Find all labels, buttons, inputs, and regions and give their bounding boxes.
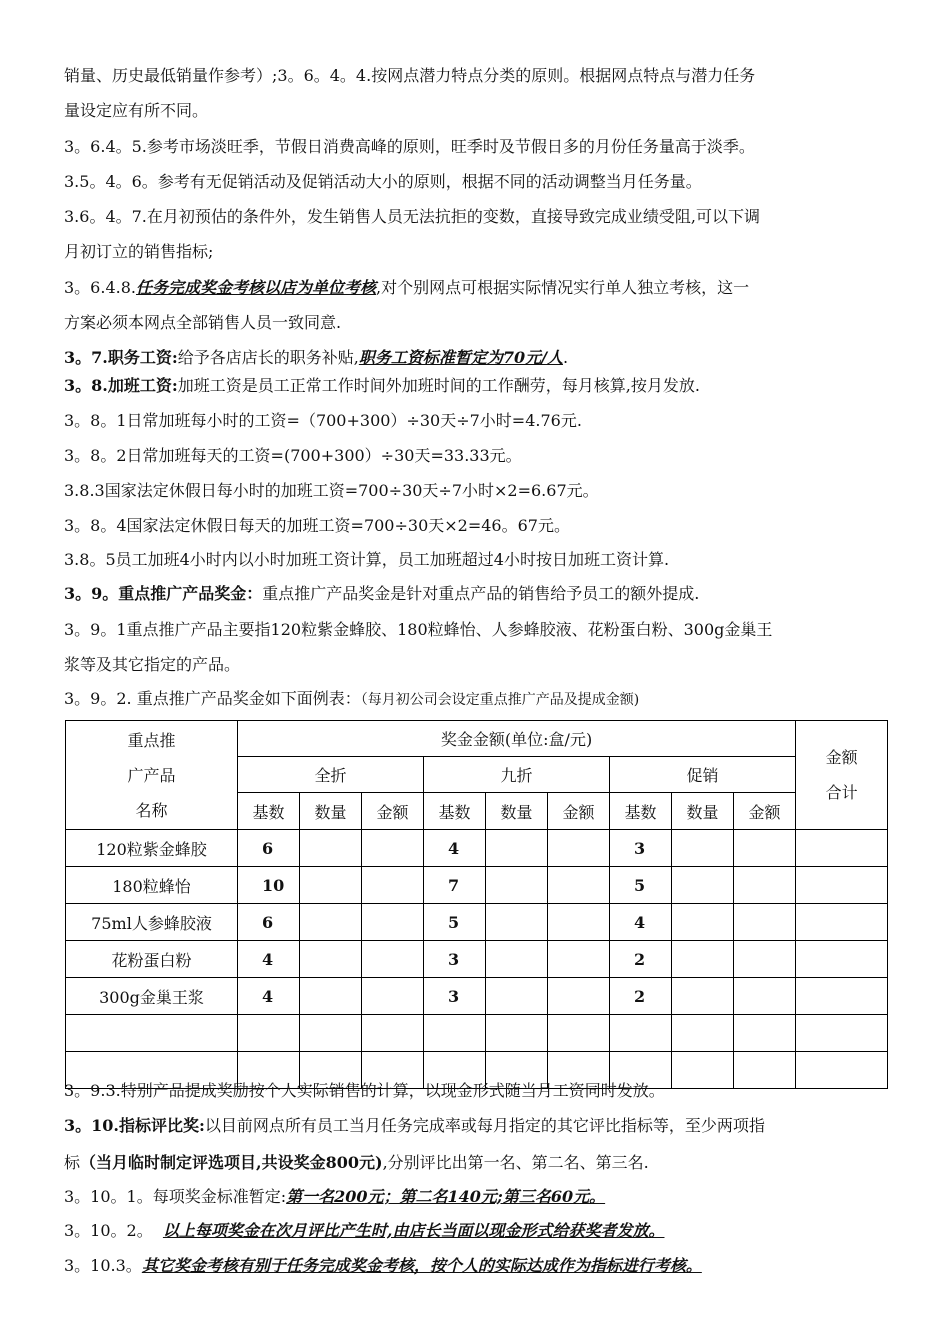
empty-cell [300, 904, 362, 941]
empty-cell [486, 978, 548, 1015]
full-base: 4 [238, 941, 300, 978]
empty-cell [300, 1015, 362, 1052]
empty-cell [672, 867, 734, 904]
text-line: 销量、历史最低销量作参考）;3。6。4。4.按网点潜力特点分类的原则。根据网点特点与潜力任务 [64, 66, 756, 85]
emphasis-text: 其它奖金考核有别于任务完成奖金考核，按个人的实际达成作为指标进行考核。 [141, 1256, 702, 1275]
empty-cell [672, 941, 734, 978]
clause-number: 3。10。1。每项奖金标准暂定: [64, 1187, 287, 1206]
header-base: 基数 [238, 793, 300, 830]
table-row [66, 830, 888, 867]
text-line: 月初订立的销售指标; [64, 242, 214, 261]
clause-number: 3。10。2。 [64, 1221, 163, 1240]
section-heading: 3。7.职务工资: [64, 348, 178, 367]
empty-cell [362, 978, 424, 1015]
text-line: 3。6.4。5.参考市场淡旺季，节假日消费高峰的原则，旺季时及节假日多的月份任务量高于淡季。 [64, 137, 755, 156]
full-base: 10 [238, 867, 300, 904]
clause-text: 加班工资是员工正常工作时间外加班时间的工作酬劳，每月核算,按月发放. [177, 376, 700, 395]
text-line: 3。8。1日常加班每小时的工资=（700+300）÷30天÷7小时=4.76元. [64, 411, 582, 430]
full-base: 6 [238, 904, 300, 941]
section-3-6-4-8 [64, 278, 749, 298]
promo-base: 3 [610, 830, 672, 867]
section-heading: 3。9。重点推广产品奖金： [64, 584, 263, 603]
empty-cell [796, 830, 888, 867]
empty-cell [362, 1015, 424, 1052]
section-heading: 3。10.指标评比奖: [64, 1116, 205, 1135]
empty-cell [734, 904, 796, 941]
text-line: 量设定应有所不同。 [64, 101, 209, 120]
empty-cell [734, 941, 796, 978]
header-line: 金额 [825, 748, 858, 767]
table-row-empty [66, 1015, 888, 1052]
text-line: 3.6。4。7.在月初预估的条件外，发生销售人员无法抗拒的变数，直接导致完成业绩受阻,可以下调 [64, 207, 760, 226]
emphasis-text: 任务完成奖金考核以店为单位考核 [135, 278, 376, 297]
empty-cell [548, 830, 610, 867]
table-row [66, 904, 888, 941]
section-3-10 [64, 1116, 765, 1136]
empty-cell [362, 904, 424, 941]
promo-base: 2 [610, 978, 672, 1015]
empty-cell [734, 867, 796, 904]
clause-text: 标 [64, 1153, 81, 1172]
nine-base: 7 [424, 867, 486, 904]
header-bonus-amount: 奖金金额(单位:盒/元) [238, 721, 796, 757]
empty-cell [610, 1015, 672, 1052]
table-caption [64, 689, 639, 710]
empty-cell [672, 978, 734, 1015]
header-amount: 金额 [548, 793, 610, 830]
promo-base: 2 [610, 941, 672, 978]
header-ninety-percent: 九折 [424, 757, 610, 793]
product-name: 180粒蜂怡 [66, 867, 238, 904]
header-base: 基数 [424, 793, 486, 830]
empty-cell [734, 978, 796, 1015]
empty-cell [734, 1052, 796, 1089]
header-quantity: 数量 [486, 793, 548, 830]
header-line: 合计 [825, 783, 858, 802]
product-name: 120粒紫金蜂胶 [66, 830, 238, 867]
empty-cell [672, 830, 734, 867]
product-name: 300g金巢王浆 [66, 978, 238, 1015]
empty-cell [300, 830, 362, 867]
nine-base: 4 [424, 830, 486, 867]
empty-cell [486, 904, 548, 941]
empty-cell [362, 867, 424, 904]
clause-text: 给予各店店长的职务补贴, [177, 348, 359, 367]
emphasis-text: 以上每项奖金在次月评比产生时,由店长当面以现金形式给获奖者发放。 [162, 1221, 665, 1240]
nine-base: 5 [424, 904, 486, 941]
empty-cell [362, 830, 424, 867]
empty-cell [672, 904, 734, 941]
full-base: 4 [238, 978, 300, 1015]
empty-cell [796, 1052, 888, 1089]
bold-text: （当月临时制定评选项目,共设奖金800元) [80, 1153, 383, 1172]
clause-number: 3。6.4.8. [64, 278, 136, 297]
section-3-10-cont [64, 1153, 649, 1173]
empty-cell [362, 941, 424, 978]
text-line: 3.8.3国家法定休假日每小时的加班工资=700÷30天÷7小时×2=6.67元。 [64, 481, 599, 500]
header-line: 广产品 [127, 765, 176, 785]
section-heading: 3。8.加班工资: [64, 376, 178, 395]
header-full-price: 全折 [238, 757, 424, 793]
promo-base: 5 [610, 867, 672, 904]
text-line: 浆等及其它指定的产品。 [64, 655, 241, 674]
emphasis-text: 职务工资标准暂定为70元/人 [358, 348, 563, 367]
header-total-amount [796, 721, 888, 830]
text-line: 3。8。4国家法定休假日每天的加班工资=700÷30天×2=46。67元。 [64, 516, 570, 535]
empty-cell [300, 978, 362, 1015]
empty-cell [486, 830, 548, 867]
empty-cell [486, 1015, 548, 1052]
header-product-name [66, 721, 238, 830]
clause-text: 以目前网点所有员工当月任务完成率或每月指定的其它评比指标等，至少两项指 [204, 1116, 765, 1135]
header-amount: 金额 [734, 793, 796, 830]
section-3-10-2 [64, 1221, 664, 1241]
empty-cell [548, 904, 610, 941]
empty-cell [300, 867, 362, 904]
text-line: 3.8。5员工加班4小时内以小时加班工资计算，员工加班超过4小时按日加班工资计算. [64, 550, 670, 569]
text-line: 3。8。2日常加班每天的工资=(700+300）÷30天=33.33元。 [64, 446, 522, 465]
table-row [66, 978, 888, 1015]
caption-note: （每月初公司会设定重点推广产品及提成金额) [360, 692, 640, 708]
empty-cell [796, 867, 888, 904]
nine-base: 3 [424, 978, 486, 1015]
empty-cell [486, 941, 548, 978]
header-line: 重点推 [127, 730, 176, 750]
empty-cell [66, 1015, 238, 1052]
bonus-table [65, 720, 888, 1089]
empty-cell [672, 1052, 734, 1089]
section-3-10-3 [64, 1256, 702, 1276]
header-base: 基数 [610, 793, 672, 830]
nine-base: 3 [424, 941, 486, 978]
text-line: 3。9。1重点推广产品主要指120粒紫金蜂胶、180粒蜂怡、人参蜂胶液、花粉蛋白粉、300g金巢王 [64, 620, 773, 639]
empty-cell [424, 1015, 486, 1052]
clause-text: ,分别评比出第一名、第二名、第三名. [382, 1153, 649, 1172]
section-3-8 [64, 376, 700, 396]
empty-cell [796, 904, 888, 941]
header-quantity: 数量 [672, 793, 734, 830]
header-line: 名称 [135, 800, 168, 820]
empty-cell [238, 1015, 300, 1052]
text-line: 3。9.3.特别产品提成奖励按个人实际销售的计算，以现金形式随当月工资同时发放。 [64, 1081, 665, 1100]
clause-text: 重点推广产品奖金是针对重点产品的销售给予员工的额外提成. [262, 584, 700, 603]
clause-text: ,对个别网点可根据实际情况实行单人独立考核，这一 [376, 278, 750, 297]
section-3-9 [64, 584, 699, 604]
empty-cell [734, 830, 796, 867]
header-amount: 金额 [362, 793, 424, 830]
clause-number: 3。10.3。 [64, 1256, 142, 1275]
header-promotion: 促销 [610, 757, 796, 793]
clause-text: . [562, 348, 569, 367]
header-quantity: 数量 [300, 793, 362, 830]
product-name: 花粉蛋白粉 [66, 941, 238, 978]
empty-cell [672, 1015, 734, 1052]
text-line: 3.5。4。6。参考有无促销活动及促销活动大小的原则，根据不同的活动调整当月任务量。 [64, 172, 702, 191]
table-row [66, 941, 888, 978]
empty-cell [486, 867, 548, 904]
text-line: 方案必须本网点全部销售人员一致同意. [64, 313, 342, 332]
section-3-7 [64, 348, 568, 368]
full-base: 6 [238, 830, 300, 867]
section-3-10-1 [64, 1187, 605, 1207]
empty-cell [796, 941, 888, 978]
empty-cell [548, 941, 610, 978]
empty-cell [548, 978, 610, 1015]
empty-cell [734, 1015, 796, 1052]
emphasis-text: 第一名200元；第二名140元;第三名60元。 [286, 1187, 606, 1206]
empty-cell [796, 978, 888, 1015]
empty-cell [548, 1015, 610, 1052]
promo-base: 4 [610, 904, 672, 941]
table-row [66, 867, 888, 904]
empty-cell [548, 867, 610, 904]
product-name: 75ml人参蜂胶液 [66, 904, 238, 941]
empty-cell [796, 1015, 888, 1052]
caption-text: 3。9。2. 重点推广产品奖金如下面例表： [64, 689, 361, 708]
empty-cell [300, 941, 362, 978]
